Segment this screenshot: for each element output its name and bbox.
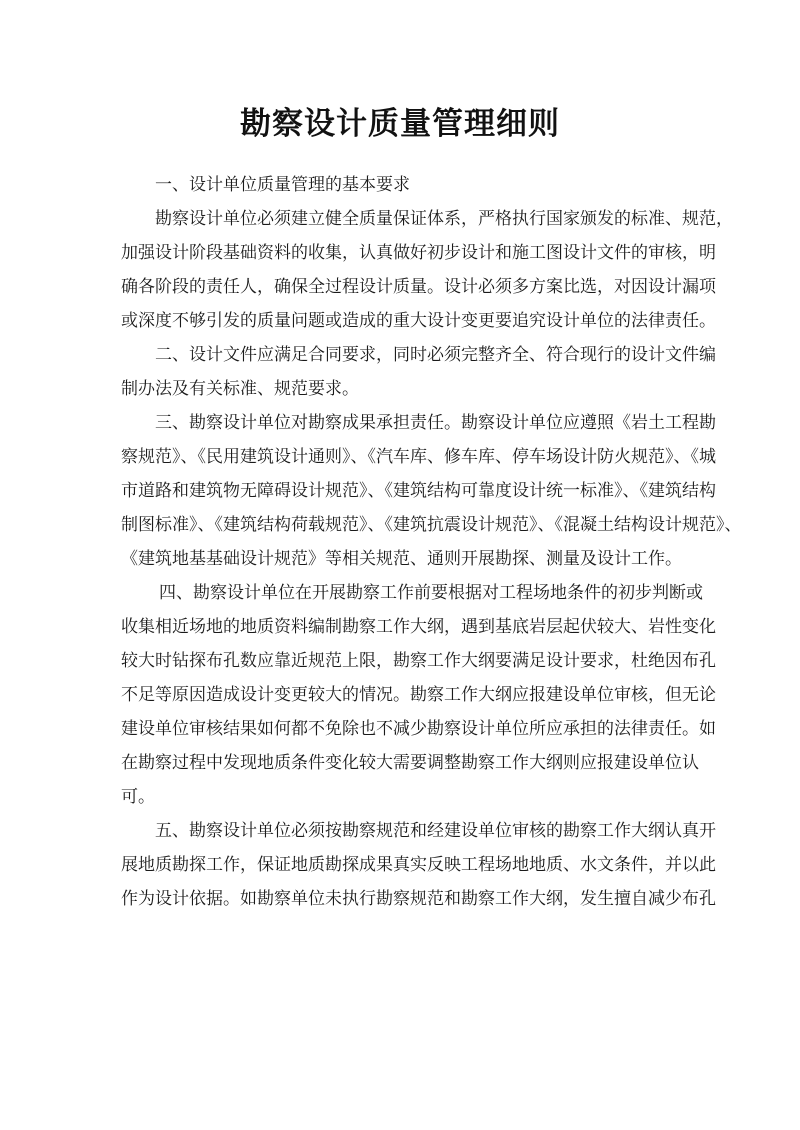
paragraph-line: 展地质勘探工作，保证地质勘探成果真实反映工程场地地质、水文条件，并以此: [121, 855, 716, 875]
paragraph-section-2: [121, 338, 716, 406]
paragraph-line: 在勘察过程中发现地质条件变化较大需要调整勘察工作大纲则应报建设单位认: [121, 753, 699, 773]
paragraph-line: 建设单位审核结果如何都不免除也不减少勘察设计单位所应承担的法律责任。如: [121, 719, 716, 739]
paragraph-line: 确各阶段的责任人，确保全过程设计质量。设计必须多方案比选，对因设计漏项: [121, 277, 716, 297]
paragraph-line: 一、设计单位质量管理的基本要求: [155, 175, 410, 195]
paragraph-line: 或深度不够引发的质量问题或造成的重大设计变更要追究设计单位的法律责任。: [121, 311, 716, 331]
document-body: [121, 168, 742, 916]
paragraph-line: 二、设计文件应满足合同要求，同时必须完整齐全、符合现行的设计文件编: [155, 345, 716, 365]
paragraph-line: 作为设计依据。如勘察单位未执行勘察规范和勘察工作大纲，发生擅自减少布孔: [121, 889, 716, 909]
paragraph-line: 较大时钻探布孔数应靠近规范上限，勘察工作大纲要满足设计要求，杜绝因布孔: [121, 651, 716, 671]
paragraph-line: 四、勘察设计单位在开展勘察工作前要根据对工程场地条件的初步判断或: [159, 583, 703, 603]
paragraph-line: 收集相近场地的地质资料编制勘察工作大纲，遇到基底岩层起伏较大、岩性变化: [121, 617, 716, 637]
paragraph-section-5: [121, 814, 716, 916]
paragraph-line: 可。: [121, 787, 155, 807]
paragraph-line: 不足等原因造成设计变更较大的情况。勘察工作大纲应报建设单位审核，但无论: [121, 685, 716, 705]
paragraph-section-3: [121, 406, 742, 576]
paragraph-line: 制图标准》、《建筑结构荷载规范》、《建筑抗震设计规范》、《混凝土结构设计规范》、: [121, 515, 742, 535]
paragraph-line: 市道路和建筑物无障碍设计规范》、《建筑结构可靠度设计统一标准》、《建筑结构: [121, 481, 716, 501]
paragraph-line: 制办法及有关标准、规范要求。: [121, 379, 359, 399]
paragraph-line: 《建筑地基基础设计规范》等相关规范、通则开展勘探、测量及设计工作。: [121, 549, 682, 569]
section-heading-1: [121, 168, 679, 202]
paragraph-line: 察规范》、《民用建筑设计通则》、《汽车库、修车库、停车场设计防火规范》、《城: [121, 447, 716, 467]
paragraph-section-4: [121, 576, 716, 814]
paragraph-line: 勘察设计单位必须建立健全质量保证体系，严格执行国家颁发的标准、规范，: [155, 209, 733, 229]
paragraph-basic-requirements: [121, 202, 733, 338]
paragraph-line: 五、勘察设计单位必须按勘察规范和经建设单位审核的勘察工作大纲认真开: [155, 821, 716, 841]
paragraph-line: 三、勘察设计单位对勘察成果承担责任。勘察设计单位应遵照《岩土工程勘: [155, 413, 716, 433]
document-title: 勘察设计质量管理细则: [240, 106, 560, 142]
paragraph-line: 加强设计阶段基础资料的收集，认真做好初步设计和施工图设计文件的审核，明: [121, 243, 716, 263]
